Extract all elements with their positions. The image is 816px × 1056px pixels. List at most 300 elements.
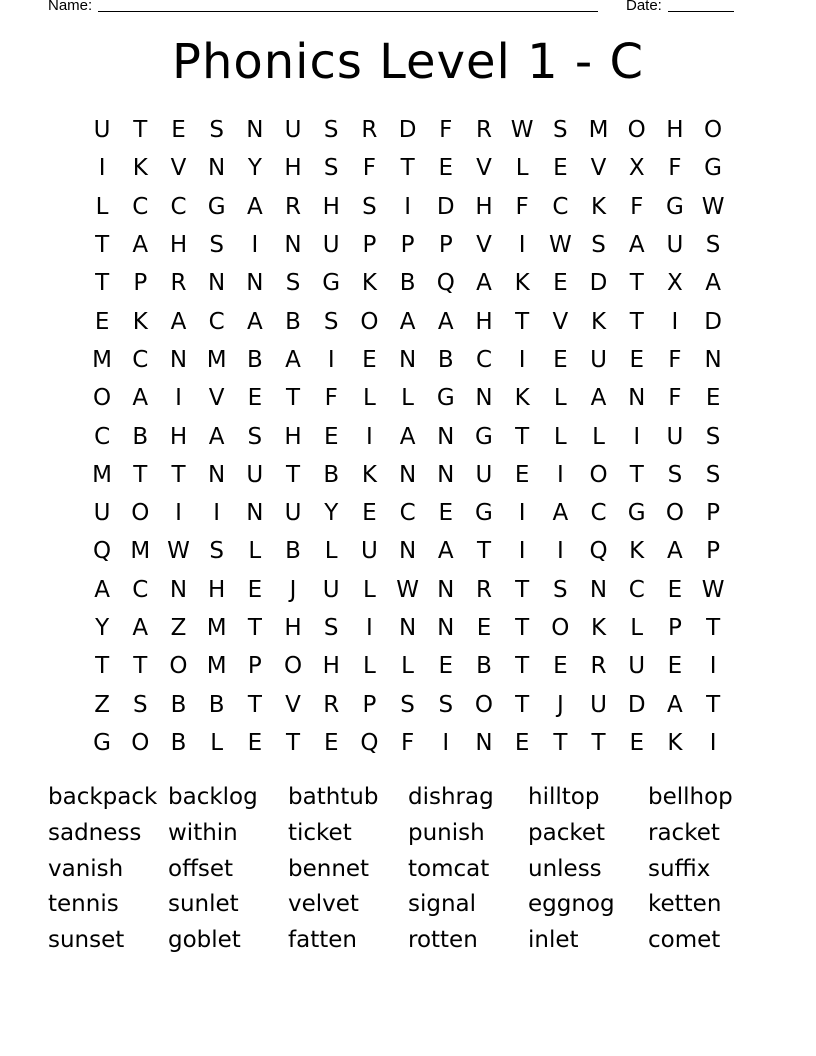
grid-cell[interactable]: Y: [247, 155, 262, 182]
grid-cell[interactable]: Q: [360, 729, 379, 756]
grid-cell[interactable]: L: [401, 653, 414, 680]
grid-cell[interactable]: F: [400, 729, 415, 756]
grid-cell[interactable]: S: [667, 461, 683, 488]
grid-cell[interactable]: B: [208, 691, 225, 718]
grid-cell[interactable]: G: [475, 500, 493, 527]
grid-cell[interactable]: N: [628, 385, 646, 412]
grid-cell[interactable]: T: [247, 615, 262, 641]
grid-cell[interactable]: P: [133, 270, 148, 297]
grid-cell[interactable]: T: [515, 423, 530, 450]
grid-cell[interactable]: A: [246, 308, 263, 335]
grid-cell[interactable]: F: [324, 385, 338, 412]
grid-cell[interactable]: T: [591, 729, 606, 756]
grid-cell[interactable]: G: [436, 385, 455, 412]
grid-cell[interactable]: F: [439, 117, 453, 144]
grid-cell[interactable]: G: [704, 155, 722, 182]
grid-cell[interactable]: U: [284, 117, 302, 144]
grid-cell[interactable]: K: [132, 308, 148, 335]
grid-cell[interactable]: H: [208, 576, 226, 603]
grid-cell[interactable]: N: [208, 461, 226, 488]
grid-cell[interactable]: N: [398, 346, 417, 373]
grid-cell[interactable]: G: [207, 193, 226, 220]
word-bank-item: inlet: [528, 927, 579, 954]
grid-cell[interactable]: I: [442, 729, 450, 756]
grid-cell[interactable]: C: [628, 576, 645, 603]
grid-cell[interactable]: Z: [94, 691, 110, 718]
grid-cell[interactable]: E: [247, 729, 263, 756]
grid-cell[interactable]: T: [247, 691, 262, 718]
grid-cell[interactable]: N: [169, 346, 188, 373]
grid-cell[interactable]: V: [476, 232, 492, 259]
grid-cell[interactable]: L: [592, 423, 605, 450]
grid-cell[interactable]: K: [514, 385, 530, 412]
word-bank-item: velvet: [288, 891, 359, 918]
grid-cell[interactable]: L: [362, 385, 376, 412]
grid-cell[interactable]: G: [665, 193, 684, 220]
grid-cell[interactable]: O: [551, 615, 570, 641]
grid-cell[interactable]: C: [132, 193, 149, 220]
grid-cell[interactable]: K: [667, 729, 683, 756]
grid-cell[interactable]: T: [553, 729, 568, 756]
grid-cell[interactable]: S: [209, 117, 224, 144]
grid-cell[interactable]: B: [476, 653, 492, 680]
grid-cell[interactable]: E: [171, 117, 186, 144]
grid-cell[interactable]: O: [704, 117, 723, 144]
grid-cell[interactable]: K: [132, 155, 148, 182]
grid-cell[interactable]: N: [246, 500, 264, 527]
grid-cell[interactable]: A: [170, 308, 187, 335]
grid-cell[interactable]: E: [667, 576, 683, 603]
grid-cell[interactable]: U: [93, 117, 111, 144]
grid-cell[interactable]: I: [709, 653, 717, 680]
grid-cell[interactable]: J: [556, 691, 564, 718]
grid-cell[interactable]: U: [666, 232, 684, 259]
grid-cell[interactable]: S: [400, 691, 415, 718]
grid-cell[interactable]: R: [323, 691, 340, 718]
grid-cell[interactable]: S: [323, 155, 339, 182]
grid-cell[interactable]: A: [628, 232, 645, 259]
grid-cell[interactable]: Q: [93, 538, 112, 565]
grid-cell[interactable]: E: [705, 385, 721, 412]
grid-cell[interactable]: O: [169, 653, 188, 680]
grid-cell[interactable]: O: [589, 461, 608, 488]
grid-cell[interactable]: U: [246, 461, 264, 488]
grid-cell[interactable]: D: [627, 691, 646, 718]
grid-cell[interactable]: S: [362, 193, 377, 220]
grid-cell[interactable]: E: [514, 729, 530, 756]
grid-cell[interactable]: V: [285, 691, 301, 718]
grid-cell[interactable]: I: [213, 500, 221, 527]
grid-cell[interactable]: O: [665, 500, 684, 527]
grid-cell[interactable]: I: [518, 500, 526, 527]
grid-cell[interactable]: E: [629, 346, 644, 373]
grid-cell[interactable]: J: [289, 576, 297, 603]
grid-cell[interactable]: M: [92, 346, 113, 373]
grid-cell[interactable]: U: [93, 500, 111, 527]
grid-cell[interactable]: T: [95, 232, 110, 259]
grid-cell[interactable]: R: [475, 576, 492, 603]
grid-cell[interactable]: R: [361, 117, 378, 144]
grid-cell[interactable]: A: [437, 308, 454, 335]
grid-cell[interactable]: D: [589, 270, 608, 297]
grid-cell[interactable]: N: [169, 576, 188, 603]
grid-cell[interactable]: E: [247, 576, 263, 603]
grid-cell[interactable]: I: [251, 232, 259, 259]
grid-cell[interactable]: U: [322, 232, 340, 259]
grid-cell[interactable]: S: [323, 615, 339, 641]
grid-cell[interactable]: T: [286, 385, 301, 412]
grid-cell[interactable]: I: [98, 155, 106, 182]
grid-cell[interactable]: E: [667, 653, 683, 680]
grid-cell[interactable]: E: [94, 308, 110, 335]
grid-cell[interactable]: V: [170, 155, 187, 182]
grid-cell[interactable]: I: [366, 615, 373, 641]
grid-cell[interactable]: I: [518, 232, 526, 259]
grid-cell[interactable]: S: [209, 232, 224, 259]
grid-cell[interactable]: N: [704, 346, 722, 373]
grid-cell[interactable]: V: [552, 308, 569, 335]
grid-cell[interactable]: M: [206, 615, 227, 641]
grid-cell[interactable]: F: [515, 193, 529, 220]
grid-cell[interactable]: L: [210, 729, 224, 756]
grid-cell[interactable]: B: [285, 538, 301, 565]
grid-cell[interactable]: A: [437, 538, 454, 565]
grid-cell[interactable]: A: [285, 346, 301, 373]
grid-cell[interactable]: C: [399, 500, 416, 527]
grid-cell[interactable]: Q: [436, 270, 455, 297]
grid-cell[interactable]: A: [705, 270, 721, 297]
grid-cell[interactable]: K: [590, 193, 607, 220]
grid-cell[interactable]: S: [209, 538, 224, 565]
name-label: Name:: [48, 0, 93, 14]
grid-cell[interactable]: P: [247, 653, 262, 680]
grid-cell[interactable]: H: [284, 423, 302, 450]
grid-cell[interactable]: I: [556, 538, 564, 565]
grid-cell[interactable]: T: [286, 729, 301, 756]
grid-cell[interactable]: E: [514, 461, 530, 488]
grid-cell[interactable]: U: [284, 500, 302, 527]
grid-cell[interactable]: C: [590, 500, 607, 527]
grid-cell[interactable]: A: [132, 615, 149, 641]
grid-cell[interactable]: V: [208, 385, 225, 412]
grid-cell[interactable]: P: [706, 500, 721, 527]
grid-cell[interactable]: S: [438, 691, 454, 718]
grid-cell[interactable]: E: [323, 729, 339, 756]
grid-cell[interactable]: C: [132, 576, 149, 603]
grid-cell[interactable]: H: [322, 193, 340, 220]
grid-cell[interactable]: S: [132, 691, 148, 718]
grid-cell[interactable]: L: [362, 653, 376, 680]
grid-cell[interactable]: N: [208, 155, 226, 182]
grid-cell[interactable]: B: [246, 346, 263, 373]
grid-cell[interactable]: K: [514, 270, 530, 297]
grid-cell[interactable]: F: [668, 155, 682, 182]
grid-cell[interactable]: S: [705, 232, 721, 259]
grid-cell[interactable]: T: [400, 155, 415, 182]
grid-cell[interactable]: T: [171, 461, 186, 488]
grid-cell[interactable]: O: [474, 691, 494, 718]
grid-cell[interactable]: P: [362, 691, 377, 718]
grid-cell[interactable]: R: [475, 117, 492, 144]
grid-cell[interactable]: B: [399, 270, 416, 297]
grid-cell[interactable]: N: [475, 385, 493, 412]
word-bank-item: suffix: [648, 855, 711, 882]
grid-cell[interactable]: E: [553, 346, 568, 373]
grid-cell[interactable]: I: [709, 729, 717, 756]
grid-cell[interactable]: K: [361, 461, 377, 488]
grid-cell[interactable]: W: [396, 576, 419, 603]
grid-cell[interactable]: W: [167, 538, 190, 565]
grid-cell[interactable]: W: [548, 232, 572, 259]
grid-cell[interactable]: S: [323, 308, 339, 335]
grid-cell[interactable]: U: [590, 691, 607, 718]
grid-cell[interactable]: A: [552, 500, 569, 527]
grid-cell[interactable]: P: [706, 538, 721, 565]
grid-cell[interactable]: T: [95, 270, 110, 297]
grid-cell[interactable]: S: [591, 232, 606, 259]
grid-cell[interactable]: E: [438, 653, 454, 680]
grid-cell[interactable]: K: [361, 270, 377, 297]
grid-cell[interactable]: I: [556, 461, 564, 488]
grid-cell[interactable]: L: [630, 615, 644, 641]
grid-cell[interactable]: A: [399, 308, 416, 335]
grid-cell[interactable]: L: [248, 538, 262, 565]
grid-cell[interactable]: U: [322, 576, 340, 603]
grid-cell[interactable]: O: [283, 653, 303, 680]
grid-cell[interactable]: W: [701, 193, 725, 220]
header-row: [48, 0, 748, 19]
grid-cell[interactable]: B: [170, 691, 187, 718]
grid-cell[interactable]: T: [476, 538, 491, 565]
grid-cell[interactable]: U: [590, 346, 607, 373]
grid-cell[interactable]: U: [628, 653, 646, 680]
grid-cell[interactable]: A: [476, 270, 492, 297]
grid-cell[interactable]: N: [437, 423, 455, 450]
grid-cell[interactable]: E: [553, 270, 568, 297]
grid-cell[interactable]: E: [476, 615, 492, 641]
grid-cell[interactable]: N: [437, 461, 455, 488]
grid-cell[interactable]: I: [633, 423, 641, 450]
grid-cell[interactable]: C: [475, 346, 492, 373]
date-field[interactable]: [626, 0, 734, 14]
grid-cell[interactable]: N: [398, 615, 417, 641]
grid-cell[interactable]: Z: [170, 615, 187, 641]
grid-cell[interactable]: P: [667, 615, 682, 641]
grid-cell[interactable]: G: [93, 729, 111, 756]
grid-cell[interactable]: H: [169, 423, 188, 450]
grid-cell[interactable]: R: [285, 193, 302, 220]
grid-cell[interactable]: C: [94, 423, 111, 450]
grid-cell[interactable]: O: [93, 385, 112, 412]
grid-cell[interactable]: S: [323, 117, 339, 144]
grid-cell[interactable]: K: [629, 538, 645, 565]
grid-cell[interactable]: M: [130, 538, 151, 565]
grid-cell[interactable]: O: [627, 117, 646, 144]
grid-cell[interactable]: S: [553, 576, 568, 603]
grid-cell[interactable]: L: [95, 193, 109, 220]
grid-cell[interactable]: G: [322, 270, 341, 297]
grid-cell[interactable]: I: [327, 346, 335, 373]
grid-cell[interactable]: N: [437, 615, 455, 641]
page-title: Phonics Level 1 - C: [172, 34, 644, 90]
grid-cell[interactable]: W: [510, 117, 534, 144]
grid-cell[interactable]: A: [667, 691, 683, 718]
grid-cell[interactable]: U: [666, 423, 684, 450]
grid-cell[interactable]: C: [170, 193, 187, 220]
grid-cell[interactable]: A: [667, 538, 683, 565]
grid-cell[interactable]: E: [629, 729, 644, 756]
grid-cell[interactable]: I: [175, 500, 182, 527]
grid-cell[interactable]: O: [360, 308, 379, 335]
grid-cell[interactable]: Y: [324, 500, 339, 527]
grid-cell[interactable]: M: [206, 346, 227, 373]
grid-cell[interactable]: I: [404, 193, 411, 220]
grid-cell[interactable]: M: [92, 461, 113, 488]
grid-cell[interactable]: N: [437, 576, 455, 603]
word-bank-item: comet: [648, 927, 721, 954]
grid-cell[interactable]: D: [398, 117, 417, 144]
grid-cell[interactable]: W: [701, 576, 725, 603]
grid-cell[interactable]: E: [247, 385, 263, 412]
grid-cell[interactable]: A: [399, 423, 416, 450]
grid-cell[interactable]: T: [515, 576, 530, 603]
grid-cell[interactable]: T: [286, 461, 301, 488]
grid-cell[interactable]: S: [705, 461, 721, 488]
grid-cell[interactable]: H: [284, 615, 302, 641]
grid-cell[interactable]: T: [95, 653, 110, 680]
grid-cell[interactable]: T: [133, 117, 148, 144]
grid-cell[interactable]: D: [704, 308, 722, 335]
grid-cell[interactable]: A: [132, 385, 149, 412]
grid-cell[interactable]: H: [322, 653, 340, 680]
grid-cell[interactable]: E: [323, 423, 339, 450]
grid-cell[interactable]: N: [398, 538, 417, 565]
grid-cell[interactable]: B: [132, 423, 149, 450]
grid-cell[interactable]: R: [170, 270, 187, 297]
grid-cell[interactable]: D: [436, 193, 455, 220]
grid-cell[interactable]: P: [362, 232, 377, 259]
name-field[interactable]: [48, 0, 598, 14]
grid-cell[interactable]: I: [518, 538, 526, 565]
grid-cell[interactable]: A: [132, 232, 149, 259]
grid-cell[interactable]: S: [553, 117, 568, 144]
grid-cell[interactable]: T: [629, 270, 644, 297]
grid-cell[interactable]: U: [475, 461, 493, 488]
grid-cell[interactable]: E: [553, 653, 568, 680]
grid-cell[interactable]: V: [590, 155, 607, 182]
grid-cell[interactable]: A: [94, 576, 110, 603]
grid-cell[interactable]: G: [627, 500, 646, 527]
grid-cell[interactable]: N: [246, 270, 264, 297]
grid-cell[interactable]: Y: [95, 615, 110, 641]
grid-cell[interactable]: Q: [589, 538, 608, 565]
grid-cell[interactable]: H: [666, 117, 684, 144]
grid-cell[interactable]: E: [362, 346, 377, 373]
grid-cell[interactable]: B: [323, 461, 340, 488]
grid-cell[interactable]: X: [667, 270, 683, 297]
grid-cell[interactable]: V: [476, 155, 492, 182]
grid-cell[interactable]: O: [131, 500, 150, 527]
grid-cell[interactable]: C: [552, 193, 569, 220]
grid-cell[interactable]: N: [589, 576, 608, 603]
grid-cell[interactable]: A: [246, 193, 263, 220]
grid-cell[interactable]: S: [705, 423, 721, 450]
grid-cell[interactable]: H: [169, 232, 188, 259]
grid-cell[interactable]: I: [518, 346, 526, 373]
grid-cell[interactable]: T: [515, 308, 530, 335]
grid-cell[interactable]: C: [132, 346, 149, 373]
grid-cell[interactable]: L: [362, 576, 376, 603]
grid-cell[interactable]: F: [668, 385, 682, 412]
grid-cell[interactable]: F: [668, 346, 682, 373]
grid-cell[interactable]: P: [438, 232, 453, 259]
grid-cell[interactable]: N: [475, 729, 493, 756]
grid-cell[interactable]: E: [438, 155, 454, 182]
grid-cell[interactable]: A: [590, 385, 607, 412]
grid-cell[interactable]: S: [285, 270, 301, 297]
word-bank-item: fatten: [288, 927, 357, 954]
grid-cell[interactable]: I: [366, 423, 373, 450]
grid-cell[interactable]: B: [285, 308, 301, 335]
grid-cell[interactable]: G: [475, 423, 493, 450]
grid-cell[interactable]: L: [401, 385, 414, 412]
grid-cell[interactable]: T: [515, 615, 530, 641]
grid-cell[interactable]: X: [628, 155, 645, 182]
grid-cell[interactable]: M: [588, 117, 609, 144]
grid-cell[interactable]: F: [630, 193, 644, 220]
grid-cell[interactable]: T: [515, 691, 530, 718]
grid-cell[interactable]: O: [131, 729, 150, 756]
grid-cell[interactable]: N: [398, 461, 417, 488]
grid-cell[interactable]: L: [324, 538, 338, 565]
grid-cell[interactable]: A: [208, 423, 225, 450]
grid-cell[interactable]: E: [553, 155, 568, 182]
grid-cell[interactable]: E: [438, 500, 454, 527]
grid-cell[interactable]: B: [170, 729, 187, 756]
grid-cell[interactable]: T: [629, 308, 644, 335]
grid-cell[interactable]: N: [208, 270, 226, 297]
grid-cell[interactable]: N: [246, 117, 264, 144]
grid-cell[interactable]: M: [206, 653, 227, 680]
grid-cell[interactable]: T: [629, 461, 644, 488]
grid-cell[interactable]: N: [284, 232, 302, 259]
grid-cell[interactable]: T: [706, 691, 721, 718]
grid-cell[interactable]: K: [590, 308, 607, 335]
grid-cell[interactable]: H: [284, 155, 302, 182]
grid-cell[interactable]: K: [590, 615, 607, 641]
grid-cell[interactable]: I: [671, 308, 679, 335]
grid-cell[interactable]: H: [475, 308, 493, 335]
grid-cell[interactable]: S: [247, 423, 263, 450]
grid-cell[interactable]: E: [362, 500, 377, 527]
grid-cell[interactable]: T: [706, 615, 721, 641]
grid-cell[interactable]: P: [400, 232, 415, 259]
grid-cell[interactable]: U: [360, 538, 378, 565]
grid-cell[interactable]: L: [515, 155, 529, 182]
grid-cell[interactable]: C: [208, 308, 225, 335]
grid-cell[interactable]: T: [515, 653, 530, 680]
word-bank-item: sunlet: [168, 891, 239, 918]
grid-cell[interactable]: L: [553, 385, 567, 412]
grid-cell[interactable]: I: [175, 385, 182, 412]
grid-cell[interactable]: L: [553, 423, 567, 450]
grid-cell[interactable]: F: [362, 155, 377, 182]
grid-cell[interactable]: R: [590, 653, 607, 680]
grid-cell[interactable]: T: [133, 461, 148, 488]
grid-cell[interactable]: B: [437, 346, 454, 373]
grid-cell[interactable]: H: [475, 193, 493, 220]
grid-cell[interactable]: T: [133, 653, 148, 680]
